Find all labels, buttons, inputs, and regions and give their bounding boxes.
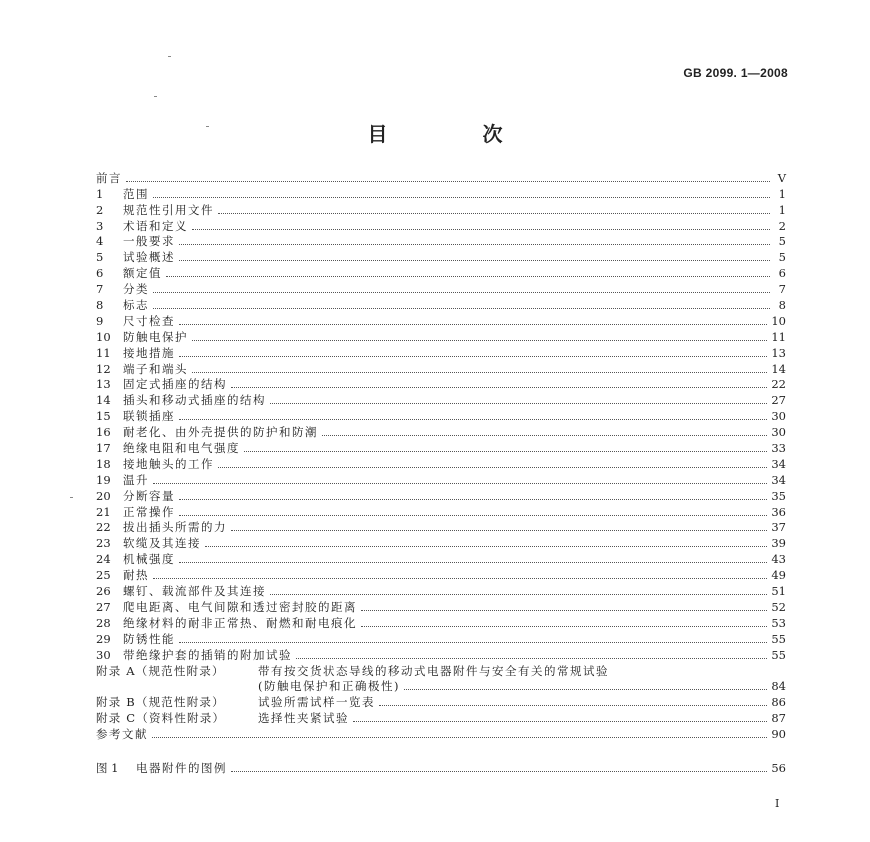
entry-title: 软缆及其连接 — [123, 536, 201, 551]
page-number: 51 — [771, 584, 786, 599]
dot-leader — [231, 771, 767, 772]
dot-leader — [353, 721, 767, 722]
page-number: 30 — [771, 409, 786, 424]
entry-number: 9 — [96, 313, 104, 328]
dot-leader — [153, 308, 770, 309]
toc-entry[interactable] — [96, 456, 786, 472]
dot-leader — [179, 260, 770, 261]
page-number: 53 — [771, 615, 786, 630]
dot-leader — [270, 403, 767, 404]
entry-title: 插头和移动式插座的结构 — [123, 393, 266, 408]
entry-number: 16 — [96, 425, 111, 440]
entry-title: 接地措施 — [123, 345, 175, 360]
page-number: 35 — [771, 488, 786, 503]
entry-title: 温升 — [123, 472, 149, 487]
page-number: 49 — [771, 568, 786, 583]
toc-entry[interactable] — [96, 408, 786, 424]
entry-number: 23 — [96, 536, 111, 551]
dot-leader — [244, 451, 767, 452]
toc-entry[interactable] — [96, 520, 786, 536]
page-title: 目 次 — [367, 122, 547, 146]
page-number: 90 — [771, 727, 786, 742]
entry-number: 27 — [96, 599, 111, 614]
entry-title: 分断容量 — [123, 488, 175, 503]
dot-leader — [179, 562, 767, 563]
entry-title: 爬电距离、电气间隙和透过密封胶的距离 — [123, 599, 357, 614]
toc-entry[interactable] — [96, 647, 786, 663]
entry-title: 正常操作 — [123, 504, 175, 519]
dot-leader — [179, 356, 767, 357]
entry-number: 24 — [96, 552, 111, 567]
page-number: 36 — [771, 504, 786, 519]
entry-title: 术语和定义 — [123, 218, 188, 233]
toc-entry[interactable] — [96, 615, 786, 631]
dot-leader — [192, 340, 767, 341]
toc-annex-a-continued[interactable] — [96, 679, 786, 695]
page-number: 84 — [771, 679, 786, 694]
entry-number: 13 — [96, 377, 111, 392]
entry-number: 17 — [96, 441, 111, 456]
entry-number: 19 — [96, 472, 111, 487]
entry-number: 4 — [96, 234, 104, 249]
dot-leader — [153, 197, 770, 198]
page-number: 39 — [771, 536, 786, 551]
dot-leader — [126, 181, 770, 182]
entry-number: 18 — [96, 456, 111, 471]
document-code: GB 2099. 1—2008 — [683, 66, 788, 80]
toc-entry[interactable] — [96, 170, 786, 186]
toc-entry[interactable] — [96, 567, 786, 583]
toc-entry[interactable] — [96, 329, 786, 345]
dot-leader — [166, 276, 770, 277]
entry-title: 接地触头的工作 — [123, 456, 214, 471]
dot-leader — [179, 244, 770, 245]
annex-number: 附录 C（资料性附录） — [96, 711, 226, 726]
dot-leader — [179, 419, 767, 420]
entry-title: 前言 — [96, 170, 122, 185]
page-number: 27 — [771, 393, 786, 408]
entry-title: 范围 — [123, 186, 149, 201]
toc-section-list — [96, 170, 786, 663]
entry-number: 29 — [96, 631, 111, 646]
dot-leader — [231, 530, 767, 531]
toc-annex-c[interactable] — [96, 710, 786, 726]
toc-figure-list — [96, 760, 786, 776]
toc-entry[interactable] — [96, 281, 786, 297]
references-title: 参考文献 — [96, 727, 148, 742]
entry-number: 图 1 — [96, 760, 119, 775]
annex-title: 选择性夹紧试验 — [258, 711, 349, 726]
entry-title: 绝缘材料的耐非正常热、耐燃和耐电痕化 — [123, 615, 357, 630]
toc-entry[interactable] — [96, 297, 786, 313]
dot-leader — [179, 515, 767, 516]
page-number: 10 — [771, 313, 786, 328]
toc-entry[interactable] — [96, 599, 786, 615]
page-number: 55 — [771, 647, 786, 662]
entry-title: 耐热 — [123, 568, 149, 583]
page-number: 34 — [771, 472, 786, 487]
entry-title: 拔出插头所需的力 — [123, 520, 227, 535]
page-number: 30 — [771, 425, 786, 440]
page-number: 33 — [771, 441, 786, 456]
toc-entry[interactable] — [96, 313, 786, 329]
entry-title: 绝缘电阻和电气强度 — [123, 441, 240, 456]
entry-title: 规范性引用文件 — [123, 202, 214, 217]
toc-entry[interactable] — [96, 504, 786, 520]
dot-leader — [192, 229, 770, 230]
page-number: 13 — [771, 345, 786, 360]
toc-entry[interactable] — [96, 265, 786, 281]
dot-leader — [179, 499, 767, 500]
annex-title-continued: (防触电保护和正确极性) — [258, 679, 400, 694]
toc-entry[interactable] — [96, 583, 786, 599]
entry-number: 10 — [96, 329, 111, 344]
dot-leader — [361, 610, 767, 611]
dot-leader — [218, 213, 770, 214]
entry-number: 21 — [96, 504, 111, 519]
page-number: 7 — [778, 282, 786, 297]
page-number: 5 — [778, 250, 786, 265]
annex-number: 附录 A（规范性附录） — [96, 663, 225, 678]
page-number: 1 — [778, 202, 786, 217]
toc-figure-entry[interactable] — [96, 760, 786, 776]
entry-number: 30 — [96, 647, 111, 662]
toc-references[interactable] — [96, 726, 786, 742]
toc-entry[interactable] — [96, 249, 786, 265]
dot-leader — [179, 324, 767, 325]
entry-number: 1 — [96, 186, 104, 201]
page-number: 5 — [778, 234, 786, 249]
dot-leader — [179, 642, 767, 643]
dot-leader — [153, 483, 767, 484]
entry-title: 分类 — [123, 282, 149, 297]
entry-title: 电器附件的图例 — [136, 760, 227, 775]
toc-annex-b[interactable] — [96, 694, 786, 710]
toc-entry[interactable] — [96, 631, 786, 647]
entry-number: 5 — [96, 250, 104, 265]
entry-title: 端子和端头 — [123, 361, 188, 376]
page-number: 1 — [778, 186, 786, 201]
annex-title: 带有按交货状态导线的移动式电器附件与安全有关的常规试验 — [258, 663, 609, 678]
dot-leader — [205, 546, 767, 547]
dot-leader — [270, 594, 767, 595]
toc-entry[interactable] — [96, 218, 786, 234]
page-number: V — [777, 170, 786, 185]
annex-title: 试验所需试样一览表 — [258, 695, 375, 710]
page-number: 2 — [778, 218, 786, 233]
toc-entry[interactable] — [96, 488, 786, 504]
toc-entry[interactable] — [96, 234, 786, 250]
entry-number: 28 — [96, 615, 111, 630]
entry-number: 12 — [96, 361, 111, 376]
page-number: 43 — [771, 552, 786, 567]
page-number: 34 — [771, 456, 786, 471]
entry-title: 防锈性能 — [123, 631, 175, 646]
toc-entry[interactable] — [96, 424, 786, 440]
entry-number: 7 — [96, 282, 104, 297]
entry-number: 22 — [96, 520, 111, 535]
page-number: 37 — [771, 520, 786, 535]
footer-page-number: I — [775, 797, 780, 810]
entry-title: 耐老化、由外壳提供的防护和防潮 — [123, 425, 318, 440]
toc-entry[interactable] — [96, 472, 786, 488]
annex-number: 附录 B（规范性附录） — [96, 695, 225, 710]
entry-number: 11 — [96, 345, 111, 360]
table-of-contents — [96, 170, 786, 776]
entry-number: 14 — [96, 393, 111, 408]
entry-number: 15 — [96, 409, 111, 424]
dot-leader — [192, 372, 767, 373]
entry-number: 6 — [96, 266, 104, 281]
toc-entry[interactable] — [96, 361, 786, 377]
page-number: 14 — [771, 361, 786, 376]
dot-leader — [218, 467, 767, 468]
entry-title: 一般要求 — [123, 234, 175, 249]
dot-leader — [153, 578, 767, 579]
entry-number: 25 — [96, 568, 111, 583]
entry-title: 固定式插座的结构 — [123, 377, 227, 392]
toc-entry[interactable] — [96, 392, 786, 408]
entry-number: 20 — [96, 488, 111, 503]
toc-annex-a[interactable] — [96, 663, 786, 679]
entry-title: 带绝缘护套的插销的附加试验 — [123, 647, 292, 662]
toc-entry[interactable] — [96, 202, 786, 218]
dot-leader — [361, 626, 767, 627]
dot-leader — [153, 292, 770, 293]
entry-title: 防触电保护 — [123, 329, 188, 344]
page-number: 55 — [771, 631, 786, 646]
toc-entry[interactable] — [96, 551, 786, 567]
page-number: 86 — [771, 695, 786, 710]
toc-entry[interactable] — [96, 440, 786, 456]
page-number: 11 — [771, 329, 786, 344]
toc-entry[interactable] — [96, 345, 786, 361]
page-number: 52 — [771, 599, 786, 614]
entry-number: 8 — [96, 298, 104, 313]
toc-entry[interactable] — [96, 377, 786, 393]
entry-title: 额定值 — [123, 266, 162, 281]
section-gap — [96, 742, 786, 760]
entry-number: 2 — [96, 202, 104, 217]
page-number: 87 — [771, 711, 786, 726]
dot-leader — [231, 387, 767, 388]
entry-number: 26 — [96, 584, 111, 599]
entry-title: 试验概述 — [123, 250, 175, 265]
entry-title: 机械强度 — [123, 552, 175, 567]
dot-leader — [152, 737, 767, 738]
entry-title: 螺钉、载流部件及其连接 — [123, 584, 266, 599]
dot-leader — [322, 435, 767, 436]
entry-title: 标志 — [123, 298, 149, 313]
entry-number: 3 — [96, 218, 104, 233]
dot-leader — [296, 658, 767, 659]
entry-title: 尺寸检查 — [123, 313, 175, 328]
dot-leader — [404, 689, 767, 690]
page-number: 22 — [771, 377, 786, 392]
toc-entry[interactable] — [96, 535, 786, 551]
toc-entry[interactable] — [96, 186, 786, 202]
page-number: 56 — [771, 760, 786, 775]
dot-leader — [379, 705, 767, 706]
page-number: 8 — [778, 298, 786, 313]
page-number: 6 — [778, 266, 786, 281]
entry-title: 联锁插座 — [123, 409, 175, 424]
